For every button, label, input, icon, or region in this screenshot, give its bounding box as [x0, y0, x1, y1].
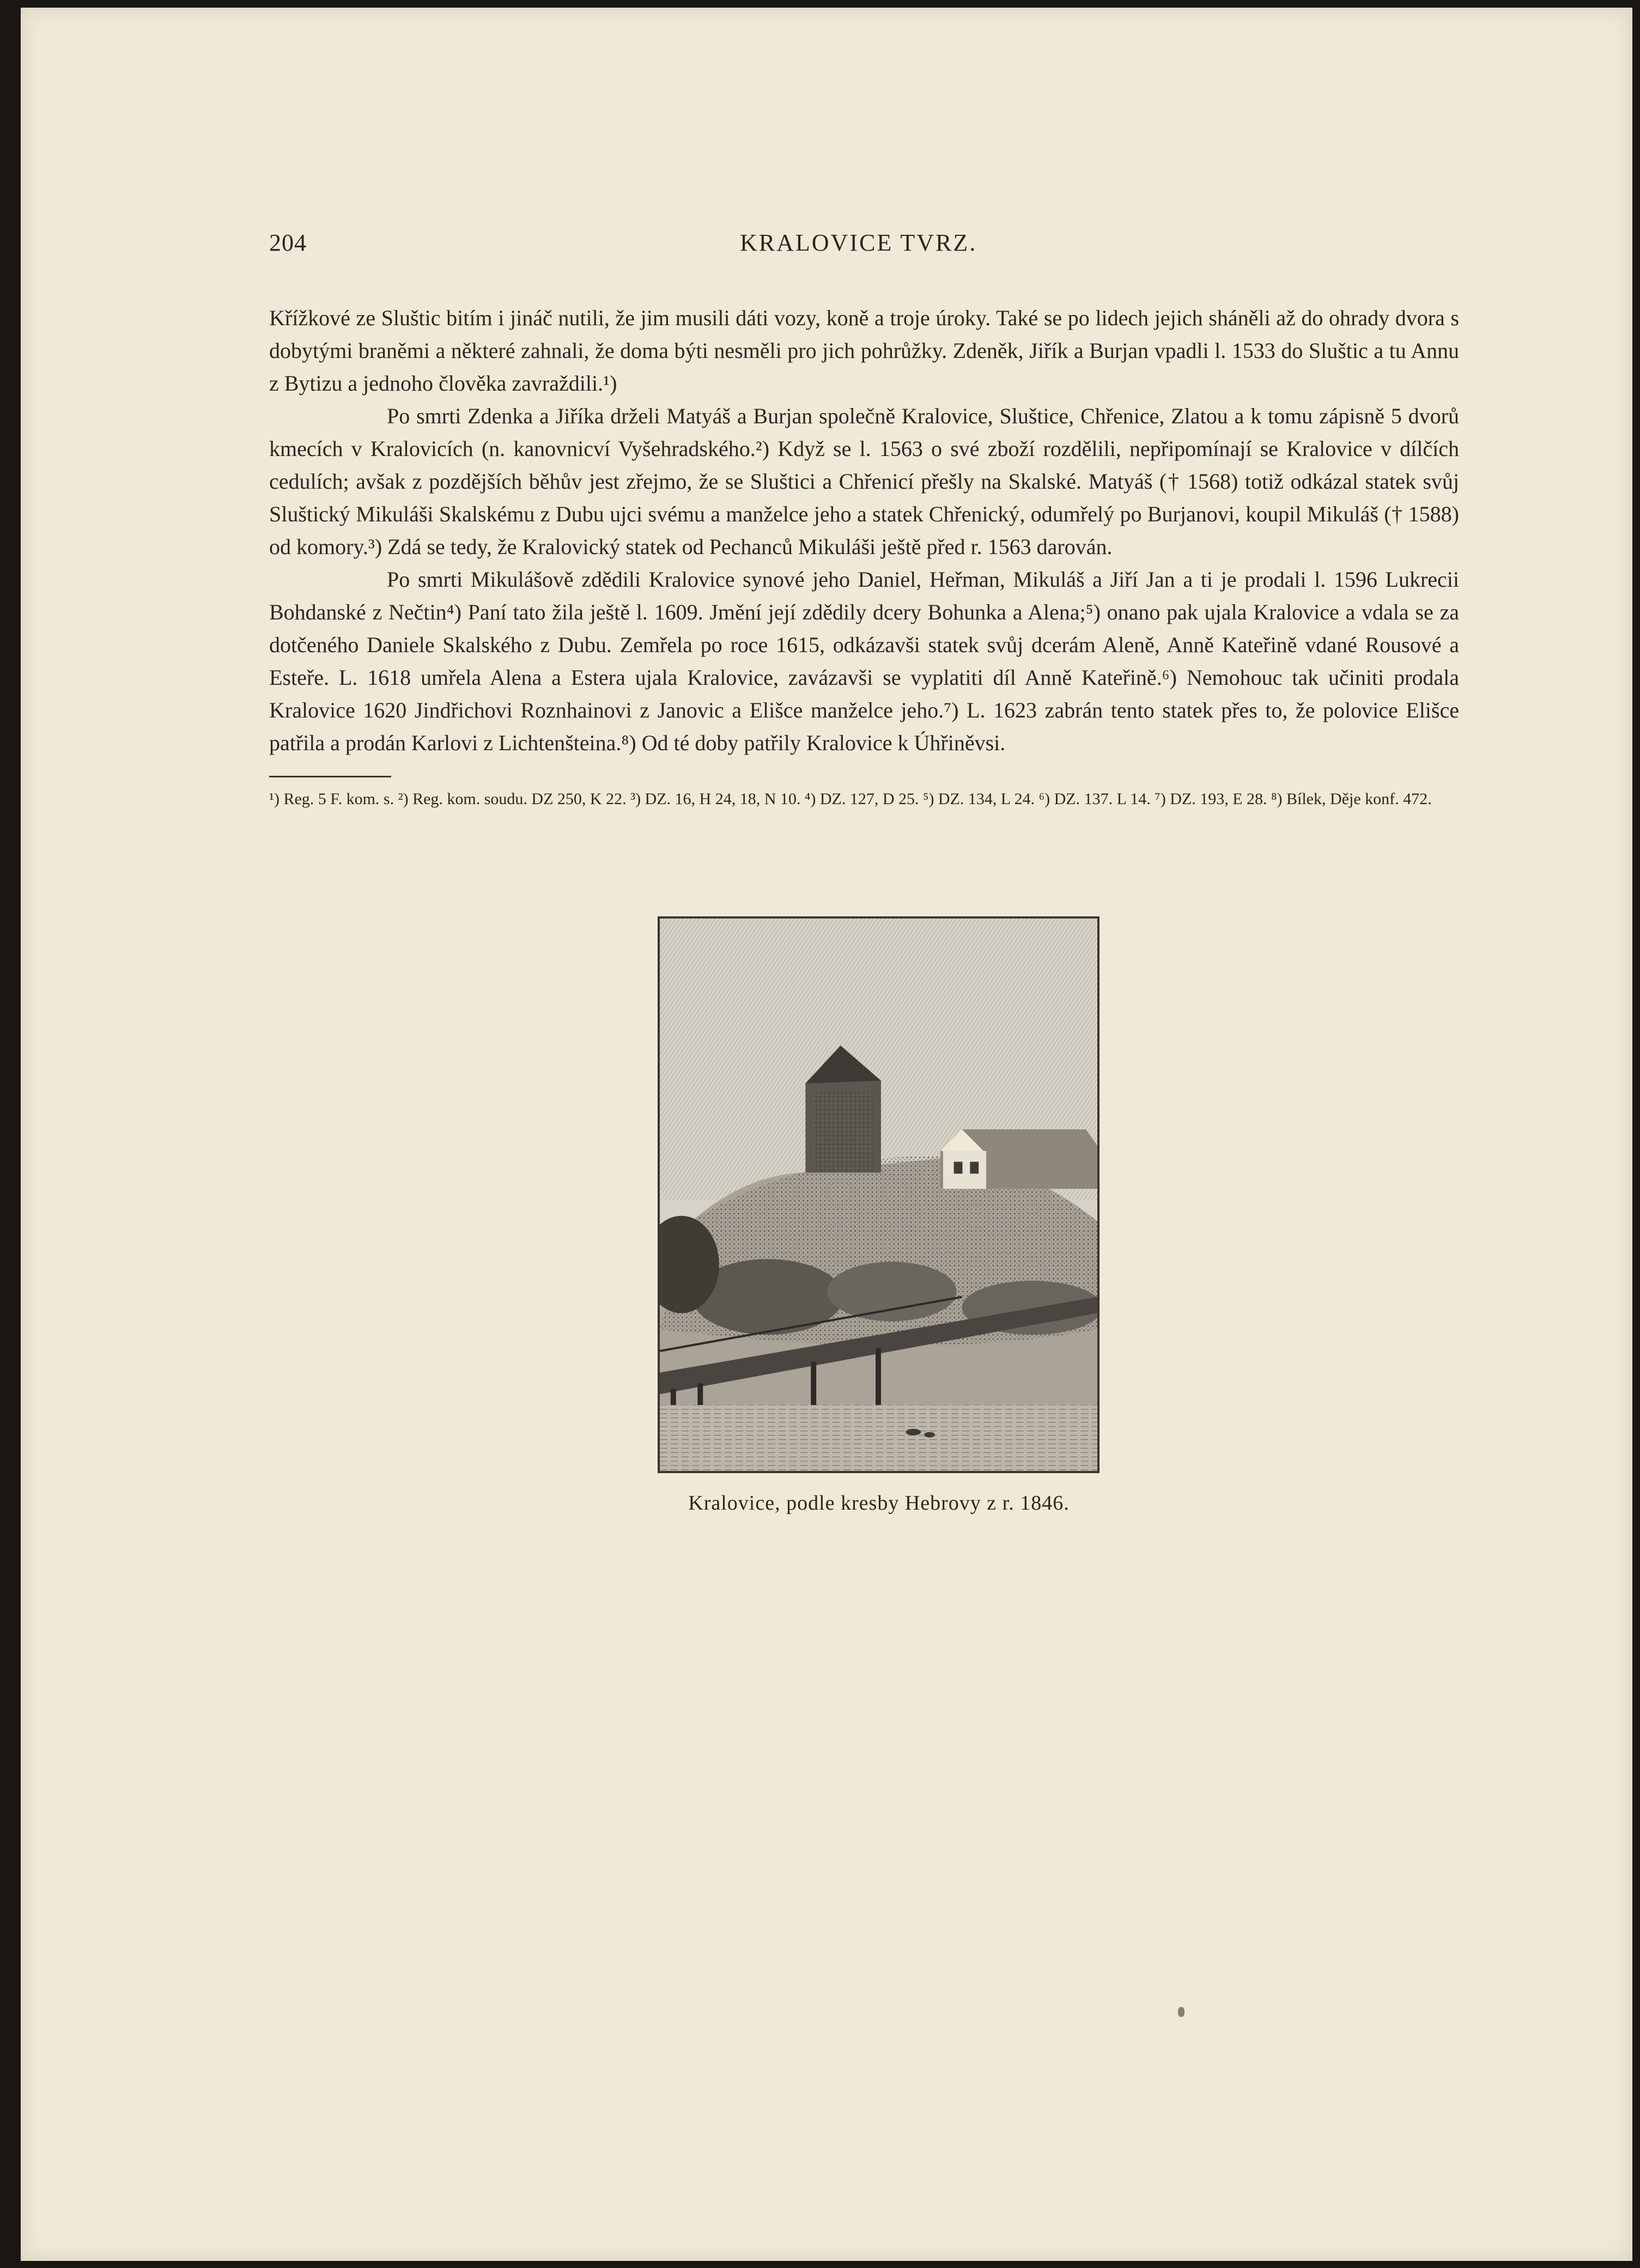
footnote-divider — [269, 776, 391, 777]
paragraph-3: Po smrti Mikulášově zdědili Kralovice synové jeho Daniel, Heřman, Mikuláš a Jiří Jan a ti je prodali l. 1596 Lukrecii Bohdanské z Nečtin⁴) Paní tato žila ještě l. 1609. Jmění její zdědily dcery Bohunka a Alena;⁵) onano pak ujala Kralovice a vdala se za dotčeného Daniele Skalského z Dubu. Zemřela po roce 1615, odkázavši statek svůj dcerám Aleně, Anně Kateřině vdané Rousové a Esteře. L. 1618 umřela Alena a Estera ujala Kralovice, zavázavši se vyplatiti díl Anně Kateřině.⁶) Nemohouc tak učiniti prodala Kralovice 1620 Jindřichovi Roznhainovi z Janovic a Elišce manželce jeho.⁷) L. 1623 zabrán tento statek přes to, že polovice Elišce patřila a prodán Karlovi z Lichtenšteina.⁸) Od té doby patřily Kralovice k Úhřiněvsi. — [269, 567, 1459, 755]
castle-drawing — [660, 919, 1097, 1471]
paragraph-2: Po smrti Zdenka a Jiříka drželi Matyáš a Burjan společně Kralovice, Sluštice, Chřenice, Zlatou a k tomu zápisně 5 dvorů kmecích v Kralovicích (n. kanovnicví Vyšehradského.²) Když se l. 1563 o své zboží rozdělili, nepřipomínají se Kralovice v dílčích cedulích; avšak z pozdějších běhův jest zřejmo, že se Sluštici a Chřenicí přešly na Skalské. Matyáš († 1568) totiž odkázal statek svůj Sluštický Mikuláši Skalskému z Dubu ujci svému a manželce jeho a statek Chřenický, odumřelý po Burjanovi, koupil Mikuláš († 1588) od komory.³) Zdá se tedy, že Kralovický statek od Pechanců Mikuláši ještě před r. 1563 darován. — [269, 404, 1459, 559]
running-title: KRALOVICE TVRZ. — [740, 229, 977, 256]
footnotes: ¹) Reg. 5 F. kom. s. ²) Reg. kom. soudu. DZ 250, K 22. ³) DZ. 16, H 24, 18, N 10. ⁴) DZ. 127, D 25. ⁵) DZ. 134, L 24. ⁶) DZ. 137. L 14. ⁷) DZ. 193, E 28. ⁸) Bílek, Děje konf. 472. — [269, 790, 1432, 808]
book-page — [21, 8, 1632, 2261]
page-number: 204 — [269, 229, 307, 256]
paragraph-1: Křížkové ze Sluštic bitím i jináč nutili, že jim musili dáti vozy, koně a troje úroky. Také se po lidech jejich sháněli až do ohrady dvora s dobytými braněmi a některé zahnali, že doma býti nesměli pro jich pohrůžky. Zdeněk, Jiřík a Burjan vpadli l. 1533 do Sluštic a tu Annu z Bytizu a jednoho člověka zavraždili.¹) — [269, 306, 1459, 396]
main-text — [269, 302, 1459, 810]
figure-caption: Kralovice, podle kresby Hebrovy z r. 1846. — [688, 1492, 1070, 1515]
stain-mark — [1178, 2007, 1185, 2017]
page-header — [21, 229, 1632, 267]
castle-illustration — [658, 916, 1100, 1473]
